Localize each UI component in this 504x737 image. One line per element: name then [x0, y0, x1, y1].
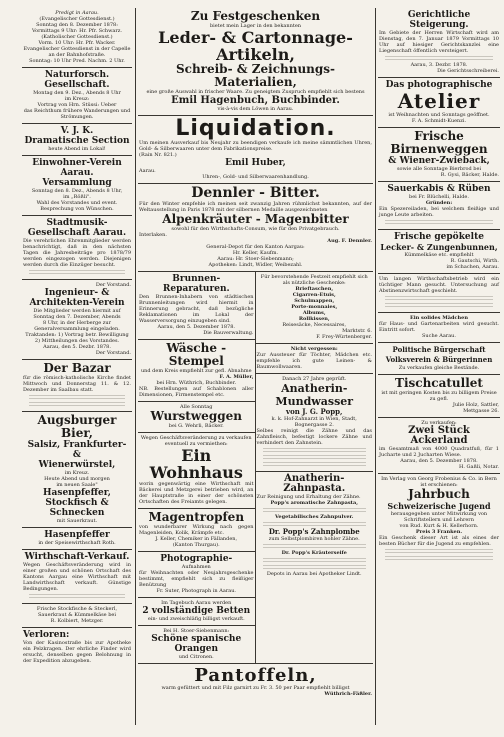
ad-liquidation: Liquidation. Um meinen Ausverkauf bis Neujahr zu beendigen verkaufe ich meine sämmtlichen Uhren, Gold- & Silberwaaren unter dem Fabrikationspreise. (Rain Nr. 821.) Emil Huber, Aarau. Uhren-, Gold- und Silberwaarenhandlung.: [138, 116, 373, 184]
ad-oranges: Bei H. Stoer-Siebenmann: Schöne spanische Orangen und Citronen.: [151, 628, 242, 660]
ad-festive-gifts: Zu Festgeschenken bietet mein Lager in den bekannten Leder- & Cartonnage-Artikeln, Schreib- & Zeichnungs-Materialien, eine große Auswahl in frischer Waare. Zu geneigtem Zuspruch empfiehlt sich bestens Emil Hagenbuch, Buchbinder. vis-à-vis dem Löwen in Aarau.: [138, 8, 373, 116]
middle-split-right: [256, 272, 374, 663]
text-lines: [385, 555, 493, 561]
text-lines: [385, 295, 493, 301]
text-lines: [263, 507, 367, 513]
ad-court-auction: Gerichtliche Steigerung. Im Gebiete der Herren Wirtschaft wird am Dienstag, den 7. Januar 1879 Vormittags 10 Uhr auf hiesiger Gerichtskanzlei eine Liegenschaft öffentlich versteigert. Aarau, 3. Dezbr. 1878. Die Gerichtsschreiberei.: [378, 8, 500, 78]
text-lines: [385, 55, 493, 61]
text-lines: [263, 521, 367, 527]
text-lines: [385, 302, 493, 308]
text-lines: [29, 401, 125, 407]
ad-pickled-tongues: Frische gepökelte Lecker- & Zungenbunnen, Kümmelkäse etc. empfiehlt R. Gautschi, Wirth. im Schachen, Aarau.: [378, 230, 500, 274]
ad-residential-house: Wegen Geschäftsveränderung zu verkaufen eventuell zu vermiethen: Ein Wohnhaus worin gegenwärtig eine Wirthschaft mit Bäckerei und Metzgerei betrieben wird, an der Hauptstraße in einer der schönsten Ortschaften des Freiamts gelegen.: [138, 433, 255, 509]
text-lines: [263, 454, 367, 460]
ad-yearbook: Im Verlag von Georg Frobenius & Co. in Bern ist erschienen: Jahrbuch Schweizerische Jugend herausgegeben unter Mitwirkung von Schriftstellern und Lehrern von Rud. Kurt & H. Kellerhorn. Preis 3 Franken. Ein Geschenk dieser Art ist als eines der besten Bücher für die Jugend zu empfehlen.: [378, 474, 500, 565]
ad-stomach-drops: Magentropfen von wunderbarer Wirkung nach gegen Magenleiden, Kolik, Krämpfe etc. J. Keller, Chemiker in Fällanden, (Kanton Thurgau).: [138, 509, 255, 552]
ad-gift-items: Für bevorstehende Festzeit empfiehlt sich als nützliche Geschenke: Brieftaschen, Cigarren-Etuis, Schulmappen, Porte-monnaies, Albums, Rollkissen, Reisesäcke, Necessaires, Marktstr. 6. F. Frey-Würtenberger.: [256, 272, 374, 344]
ad-augsburger-beer: Augsburger Bier, Salsiz, Frankfurter- & Wienerwürstel, im Kreuz. Heute Abend und morgen im neuen Saale" Hasenpfeffer, Stockfisch & Schnecken mit Sauerkraut.: [22, 412, 132, 528]
ad-fountain-repairs: Brunnen-Reparaturen. Den Brunnen-Inhabern von städtischen Brunnenleitungen wird hiermit in Erinnerung gebracht, daß bezügliche Reklamationen im Lokal der Wasserversorgung einzugeben sind. Aarau, den 5. Dezember 1878. Die Bauverwaltung.: [138, 272, 255, 340]
text-lines: [263, 557, 367, 563]
text-lines: [263, 447, 367, 453]
text-lines: [263, 543, 367, 549]
text-lines: [263, 461, 367, 467]
ad-citizenship: Politische Bürgerschaft Volksverein & Bürgerinnen Zu verkaufen gleiche Bestände.: [378, 343, 500, 375]
middle-split: [138, 272, 373, 663]
ad-beds: Im Tagebuch Aarau werden 2 vollständige Betten ein- und zweischläfig billigst verkauft.: [138, 598, 255, 626]
ad-hasenpfeffer: Hasenpfeffer in der Speisewirthschaft Roth.: [22, 528, 132, 550]
ad-pear-rolls: Frische Birnenweggen & Wiener-Zwieback, sowie alle Sonntage Bierbrod bei R. Gysi, Bäcker, Halde.: [378, 128, 500, 182]
text-lines: [29, 593, 125, 599]
ad-sauerkraut: Sauerkabis & Rüben bei Fr. Blüchelli, Halde. Gründen: Ein Spezereiladen, bei welchem fleißige und junge Leute arbeiten.: [378, 182, 500, 230]
ad-dennler-bitter: Dennler - Bitter. Für den Winter empfehle ich meinen seit zwanzig Jahren rühmlichst bekannten, auf der Weltausstellung in Paris 1878 mit der silbernen Medaille ausgezeichneten Alpenkräuter - Magenbitter sowohl für den Wirthschafts-Consum, wie für den Privatgebrauch. Interlaken. Aug. F. Dennler. General-Depot für den Kanton Aargau: Hr. Keller, Kaufm. Aarau: Hr. Stoer-Siebenmann; Apotheken: Lindt, Widler, Weibezahl.: [138, 184, 373, 272]
text-lines: [385, 548, 493, 554]
ad-residents-association: Einwohner-Verein Aarau. Versammlung Sonntag den 8. Dez., Abends 8 Uhr, im „Rößli". Wahl des Vorstandes und event. Besprechung von Wünschen.: [22, 156, 132, 216]
ad-church-services: Predigt in Aarau. (Evangelischer Gottesdienst.) Sonntag den 8. Dezember 1878: Vormittags 9 Uhr: Hr. Pfr. Schwarz. (Katholischer Gottesdienst.) Vorm. 10 Uhr: Hr. Pfr. Wacker. Evangelischer Gottesdienst in der Capelle an der Bahnhofstraße. Sonntag: 10 Uhr Pred. Nachm. 2 Uhr.: [22, 8, 132, 68]
ad-photography: Photographie- Aufnahmen für Weihnachten oder Neujahrsgeschenke bestimmt, empfiehlt sich zu fleißiger Benützung Fr. Suter, Photograph in Aarau.: [138, 552, 255, 598]
ad-dramatic-section: V. J. K. Dramatische Section heute Abend im Lokal!: [22, 124, 132, 156]
text-lines: [385, 219, 493, 225]
column-rule: [135, 8, 136, 725]
text-lines: [29, 394, 125, 400]
middle-split-left: [138, 272, 256, 663]
ad-laundry-stamps: Wäsche - Stempel und dem Kreis empfiehlt zur gefl. Abnahme F. A. Müller, bei Hrn. Wüthrich, Buchbinder. NB. Bestellungen auf Schablonen aller Dimensionen, Firmenstempel etc.: [138, 340, 255, 402]
text-lines: [263, 564, 367, 570]
column-left: [22, 8, 132, 667]
ad-natural-science-society: Naturforsch. Gesellschaft. Montag den 9. Dez., Abends 8 Uhr im Kreuz: Vortrag von Hrn. Stüssi: Ueber das Reichthum frühere Wanderungen und Strömungen.: [22, 68, 132, 124]
ad-city-music-society: Stadtmusik-Gesellschaft Aarau. Die verehrlichen Ehrenmitglieder werden benachrichtigt, daß in den nächsten Tagen die Jahresbeiträge pro 1878/79 werden eingezogen werden. Diejenigen werden durch die Einzüger besucht.: [22, 216, 132, 280]
ad-engineers-association: Der Vorstand. Ingenieur- & Architekten-Verein Die Mitglieder werden hiermit auf Sonntag den 7. Dezember, Abends 8 Uhr, in der Herberge zur Generalversammlung eingeladen. Traktanden: 1) Vortrag betr. Bewilligung 2) Mittheilungen des Vorstandes. Aarau, den 5. Dezbr. 1878. Der Vorstand.: [22, 280, 132, 360]
ad-farmland: Zu verkaufen: Zwei Stück Ackerland im Gesamtmaß von 4000 Quadratfuß, für 1 Jucharte und 2 Jucharten Wiese. Aarau, den 5. Dezember 1878. H. Gaßli, Notar.: [378, 418, 500, 474]
ad-maid-wanted: Ein solides Mädchen für Haus- und Gartenarbeiten wird gesucht. Eintritt sofort. Suche Aarau.: [378, 313, 500, 343]
ad-photo-atelier: Das photographische Atelier ist Weihnachten und Sonntags geöffnet. F. A. Schmidt-Kuenzi.: [378, 78, 500, 128]
ad-anatherin-toothpaste: Anatherin-Zahnpasta. Zur Reinigung und Erhaltung der Zähne. Popp's aromatische Zahnpasta, Vegetabilisches Zahnpulver. Dr. Popp's Zahnplombe zum Selbstplombiren hohler Zähne. Dr. Popp's Kräuterseife Depots in Aarau bei Apotheker Lindt.: [256, 472, 374, 580]
ad-sausage-rolls: Alle Sonntag Wurstweggen bei G. Wehrli, Bäcker.: [138, 402, 255, 433]
ad-slippers: Pantoffeln, warm gefüttert und mit Filz garnirt zu Fr. 3. 50 per Paar empfiehlt billigst Wüthrich-Fäßler.: [138, 663, 373, 700]
ad-table-cloth: Tischcatullet ist mit geringen Kosten bis zu billigem Preise zu gefl. Julie Holz, Sattler, Mettgasse 26.: [378, 375, 500, 418]
ad-tavern-man-wanted: Um langen Wirthschaftsbetrieb wird ein tüchtiger Mann gesucht. Untersuchung auf Abstinenzwirtschaft geschieht.: [378, 274, 500, 313]
column-middle: [138, 8, 373, 700]
ad-anatherin-mouthwash: Danach 27 Jahre geprüft. Anatherin-Mundwasser von J. G. Popp, k. k. Hof-Zahnarzt in Wien, Stadt, Bognergasse 2. Selbes reinigt die Zähne und das Zahnfleisch, befestigt lockere Zähne und verhindert den Zahnstein.: [256, 374, 374, 472]
ad-lost: Verloren: Von der Kasinostraße bis zur Apotheke ein Pelzkragen. Der ehrliche Finder wird ersucht, denselben gegen Belohnung in der Expedition abzugeben.: [23, 630, 131, 664]
ad-tavern-sale: Wirthschaft-Verkauf. Wegen Geschäftsveränderung wird in einer großen und schönen Ortschaft des Kantons Aargau eine Wirthschaft mit Landwirthschaft verkauft. Günstige Bedingungen.: [22, 550, 132, 604]
ad-do-not-forget: Nicht vergessen: Zur Aussteuer für Töchter, Mädchen etc. empfehle ich gute Leinen- & Baumwollwaaren.: [256, 344, 374, 374]
text-lines: [29, 269, 125, 275]
ad-stockfish: Frische Stockfische & Steckerl, Sauerkraut & Kümmelkäse bei R. Kolbiert, Metzger.: [22, 604, 132, 628]
column-right: [378, 8, 500, 565]
column-rule: [375, 8, 376, 725]
ad-bazar: Der Bazar für die römisch-katholische Kirche findet Mittwoch und Donnerstag 11. & 12. Dezember im Saalbau statt.: [22, 360, 132, 412]
